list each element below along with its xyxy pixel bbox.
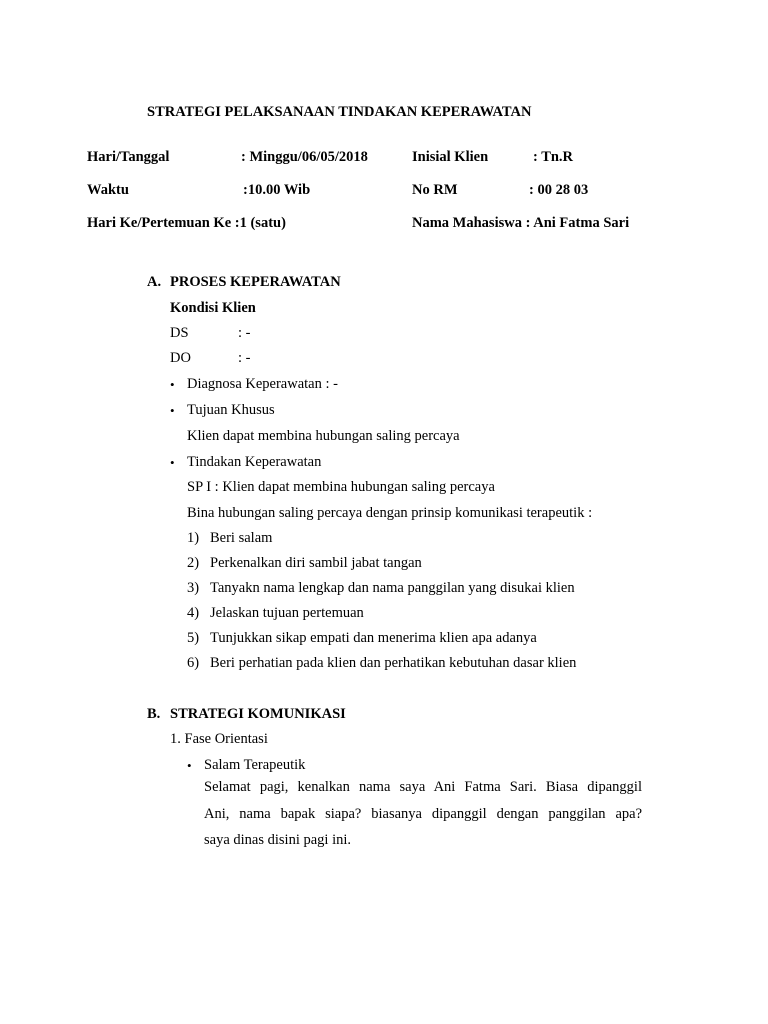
step-text: Tanyakn nama lengkap dan nama panggilan yang disukai klien bbox=[210, 580, 575, 596]
step-text: Jelaskan tujuan pertemuan bbox=[210, 605, 364, 621]
ds-value: : - bbox=[238, 325, 251, 341]
bina-text: Bina hubungan saling percaya dengan prinsip komunikasi terapeutik : bbox=[187, 505, 593, 521]
step-number: 5) bbox=[187, 630, 200, 646]
step-number: 3) bbox=[187, 580, 200, 596]
bullet-icon: • bbox=[170, 403, 175, 418]
hari-value: : Minggu/06/05/2018 bbox=[241, 149, 368, 165]
step-text: Perkenalkan diri sambil jabat tangan bbox=[210, 555, 422, 571]
hari-label: Hari/Tanggal bbox=[87, 149, 170, 165]
ds-label: DS bbox=[170, 325, 189, 341]
pertemuan: Hari Ke/Pertemuan Ke :1 (satu) bbox=[87, 215, 286, 231]
bullet-icon: • bbox=[170, 455, 175, 470]
fase-orientasi: 1. Fase Orientasi bbox=[170, 731, 268, 747]
document-title: STRATEGI PELAKSANAAN TINDAKAN KEPERAWATAN bbox=[147, 104, 532, 120]
section-a-heading: PROSES KEPERAWATAN bbox=[170, 274, 341, 290]
norm-label: No RM bbox=[412, 182, 458, 198]
tujuan-item: Tujuan Khusus bbox=[187, 402, 275, 418]
step-number: 1) bbox=[187, 530, 200, 546]
step-number: 6) bbox=[187, 655, 200, 671]
step-text: Beri perhatian pada klien dan perhatikan kebutuhan dasar klien bbox=[210, 655, 577, 671]
sp1-text: SP I : Klien dapat membina hubungan saling percaya bbox=[187, 479, 495, 495]
section-a-marker: A. bbox=[147, 274, 162, 290]
nama-mahasiswa: Nama Mahasiswa : Ani Fatma Sari bbox=[412, 215, 630, 231]
do-label: DO bbox=[170, 350, 191, 366]
paragraph-line: saya dinas disini pagi ini. bbox=[204, 832, 351, 848]
step-number: 2) bbox=[187, 555, 200, 571]
do-value: : - bbox=[238, 350, 251, 366]
inisial-value: : Tn.R bbox=[533, 149, 574, 165]
norm-value: : 00 28 03 bbox=[529, 182, 589, 198]
step-number: 4) bbox=[187, 605, 200, 621]
paragraph-line: Selamat pagi, kenalkan nama saya Ani Fatma Sari. Biasa dipanggil bbox=[204, 779, 642, 795]
waktu-label: Waktu bbox=[87, 182, 129, 198]
waktu-value: :10.00 Wib bbox=[243, 182, 311, 198]
section-b-marker: B. bbox=[147, 706, 161, 722]
step-text: Beri salam bbox=[210, 530, 273, 546]
salam-item: Salam Terapeutik bbox=[204, 757, 306, 773]
paragraph-line: Ani, nama bapak siapa? biasanya dipanggil dengan panggilan apa? bbox=[204, 806, 642, 822]
section-b-heading: STRATEGI KOMUNIKASI bbox=[170, 706, 346, 722]
inisial-label: Inisial Klien bbox=[412, 149, 489, 165]
kondisi-heading: Kondisi Klien bbox=[170, 300, 256, 316]
diagnosa-item: Diagnosa Keperawatan : - bbox=[187, 376, 338, 392]
step-text: Tunjukkan sikap empati dan menerima klien apa adanya bbox=[210, 630, 537, 646]
bullet-icon: • bbox=[187, 758, 192, 773]
tujuan-text: Klien dapat membina hubungan saling percaya bbox=[187, 428, 460, 444]
tindakan-item: Tindakan Keperawatan bbox=[187, 454, 322, 470]
bullet-icon: • bbox=[170, 377, 175, 392]
